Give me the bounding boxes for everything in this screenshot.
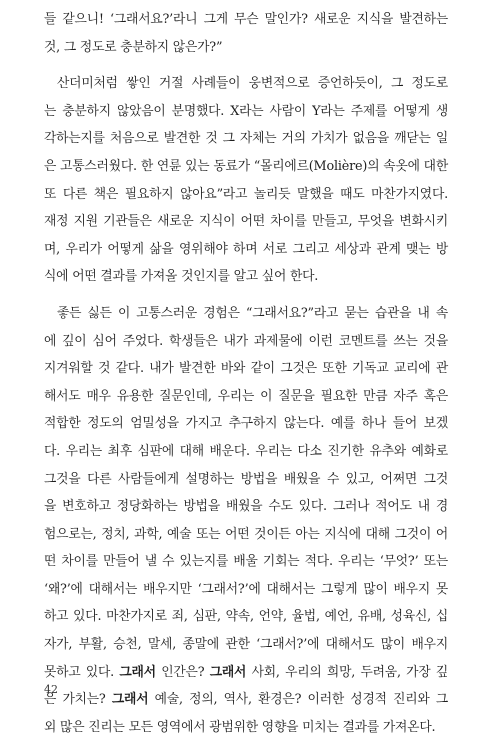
page-number: 42 xyxy=(44,683,58,696)
text-line: 들 같으니! ‘그래서요?’라니 그게 무슨 말인가? 새로운 지식을 발견하는 xyxy=(44,12,448,27)
text-line: ‘왜?’에 대해서는 배우지만 ‘그래서?’에 대해서는 그렇게 많이 배우지 못 xyxy=(44,581,448,597)
text-line: 험으로는, 정치, 과학, 예술 또는 어떤 것이든 아는 지식에 대해 그것이 어 xyxy=(44,526,448,542)
text-line: 산더미처럼 쌓인 거절 사례들이 웅변적으로 증언하듯이, 그 정도로 xyxy=(57,76,448,92)
text-line: 은 고통스러웠다. 한 연륜 있는 동료가 “몰리에르(Molière)의 속옷에 대한 xyxy=(44,158,448,174)
body-text xyxy=(44,6,448,741)
text-line: 좋든 싫든 이 고통스러운 경험은 “그래서요?”라고 묻는 습관을 내 속 xyxy=(57,305,448,321)
text-line: 또 다른 책은 필요하지 않아요”라고 놀리듯 말했을 때도 마찬가지였다. xyxy=(44,186,448,202)
paragraph xyxy=(44,6,448,61)
text-line: 며, 우리가 어떻게 삶을 영위해야 하며 서로 그리고 세상과 관계 맺는 방 xyxy=(44,241,448,257)
text-line: 것, 그 정도로 충분하지 않은가?” xyxy=(44,39,223,55)
text-line: 식에 어떤 결과를 가져올 것인지를 알고 싶어 한다. xyxy=(44,269,319,285)
text-line: 은 가치는? 그래서 예술, 정의, 역사, 환경은? 이러한 성경적 진리와 그 xyxy=(44,692,449,708)
text-line: 하고 있다. 마찬가지로 죄, 심판, 약속, 언약, 율법, 예언, 유배, 성육신, 십 xyxy=(44,609,448,625)
text-line: 각하는지를 처음으로 발견한 것 그 자체는 거의 가치가 없음을 깨닫는 일 xyxy=(44,131,448,147)
paragraph xyxy=(44,300,448,741)
text-line: 못하고 있다. 그래서 인간은? 그래서 사회, 우리의 희망, 두려움, 가장 깊 xyxy=(44,664,448,680)
paragraph-gap xyxy=(44,291,448,300)
text-line: 자가, 부활, 승천, 말세, 종말에 관한 ‘그래서?’에 대해서도 많이 배우지 xyxy=(44,637,448,653)
paragraph xyxy=(44,70,448,291)
text-line: 외 많은 진리는 모든 영역에서 광범위한 영향을 미치는 결과를 가져온다. xyxy=(44,719,436,735)
text-line: 지겨워할 것 같다. 내가 발견한 바와 같이 그것은 또한 기독교 교리에 관 xyxy=(44,361,448,377)
text-line: 다. 우리는 최후 심판에 대해 배운다. 우리는 다소 진기한 유추와 예화로 xyxy=(44,443,448,459)
paragraph-gap xyxy=(44,61,448,70)
text-line: 재정 지원 기관들은 새로운 지식이 어떤 차이를 만들고, 무엇을 변화시키 xyxy=(44,214,448,230)
text-line: 떤 차이를 만들어 낼 수 있는지를 배울 기회는 적다. 우리는 ‘무엇?’ 또는 xyxy=(44,554,448,570)
text-line: 해서도 매우 유용한 질문인데, 우리는 이 질문을 필요한 만큼 자주 혹은 xyxy=(44,388,448,404)
text-line: 적합한 정도의 엄밀성을 가지고 추구하지 않는다. 예를 하나 들어 보겠 xyxy=(44,416,448,432)
text-line: 그것을 다른 사람들에게 설명하는 방법을 배웠을 수 있고, 어쩌면 그것 xyxy=(44,471,448,487)
text-line: 에 깊이 심어 주었다. 학생들은 내가 과제물에 이런 코멘트를 쓰는 것을 xyxy=(44,333,448,349)
text-line: 을 변호하고 정당화하는 방법을 배웠을 수도 있다. 그러나 적어도 내 경 xyxy=(44,499,448,515)
text-line: 는 충분하지 않았음이 분명했다. X라는 사람이 Y라는 주제를 어떻게 생 xyxy=(44,103,448,119)
